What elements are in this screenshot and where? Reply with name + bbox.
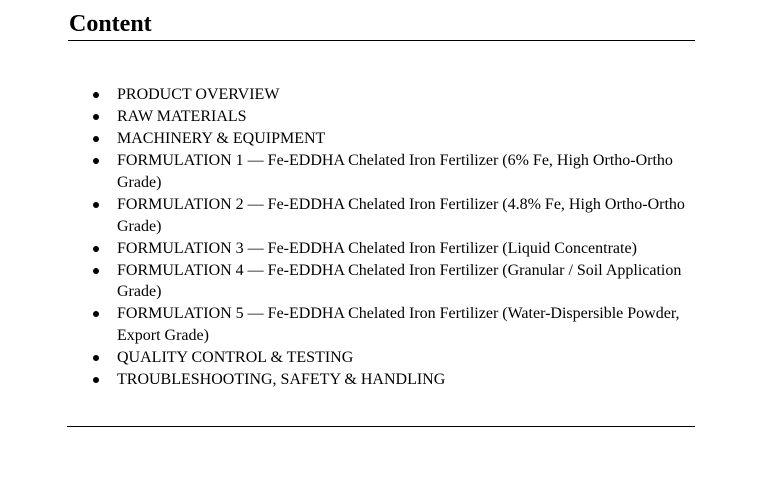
toc-item-formulation-1[interactable] <box>68 150 695 194</box>
bullet-icon <box>93 158 99 164</box>
toc-item-formulation-5[interactable] <box>68 303 695 347</box>
content-heading: Content <box>69 11 152 37</box>
toc-item-label: MACHINERY & EQUIPMENT <box>117 129 326 147</box>
bullet-icon <box>93 246 99 252</box>
toc-item-label: TROUBLESHOOTING, SAFETY & HANDLING <box>117 371 446 389</box>
toc-item-label: FORMULATION 4 — Fe-EDDHA Chelated Iron Fertilizer (Granular / Soil Application Grade) <box>117 261 682 301</box>
toc-item-label: PRODUCT OVERVIEW <box>117 86 280 103</box>
bullet-icon <box>93 202 99 208</box>
toc-item-label: RAW MATERIALS <box>117 107 247 125</box>
toc-item-label: QUALITY CONTROL & TESTING <box>117 349 354 367</box>
toc-item-formulation-2[interactable] <box>68 194 695 238</box>
toc-item-label: FORMULATION 2 — Fe-EDDHA Chelated Iron Fertilizer (4.8% Fe, High Ortho-Ortho Grade) <box>117 195 685 235</box>
toc-item-label: FORMULATION 3 — Fe-EDDHA Chelated Iron Fertilizer (Liquid Concentrate) <box>117 239 637 257</box>
toc-item-label: FORMULATION 5 — Fe-EDDHA Chelated Iron Fertilizer (Water-Dispersible Powder, Export Grade) <box>117 305 680 345</box>
toc-item-troubleshooting[interactable] <box>68 369 695 391</box>
bullet-icon <box>93 311 99 317</box>
toc-item-formulation-3[interactable] <box>68 238 695 260</box>
bullet-icon <box>93 377 99 383</box>
table-of-contents <box>68 84 695 391</box>
toc-item-raw-materials[interactable] <box>68 106 695 128</box>
toc-item-formulation-4[interactable] <box>68 260 695 304</box>
heading-divider <box>68 40 695 41</box>
document-page <box>68 0 695 391</box>
bullet-icon <box>93 136 99 142</box>
bullet-icon <box>93 114 99 120</box>
bullet-icon <box>93 355 99 361</box>
toc-item-machinery-equipment[interactable] <box>68 128 695 150</box>
toc-item-label: FORMULATION 1 — Fe-EDDHA Chelated Iron Fertilizer (6% Fe, High Ortho-Ortho Grade) <box>117 151 673 191</box>
section-divider <box>67 426 695 427</box>
toc-item-quality-control[interactable] <box>68 347 695 369</box>
bullet-icon <box>93 92 99 98</box>
bullet-icon <box>93 268 99 274</box>
toc-item-product-overview[interactable] <box>68 84 695 106</box>
